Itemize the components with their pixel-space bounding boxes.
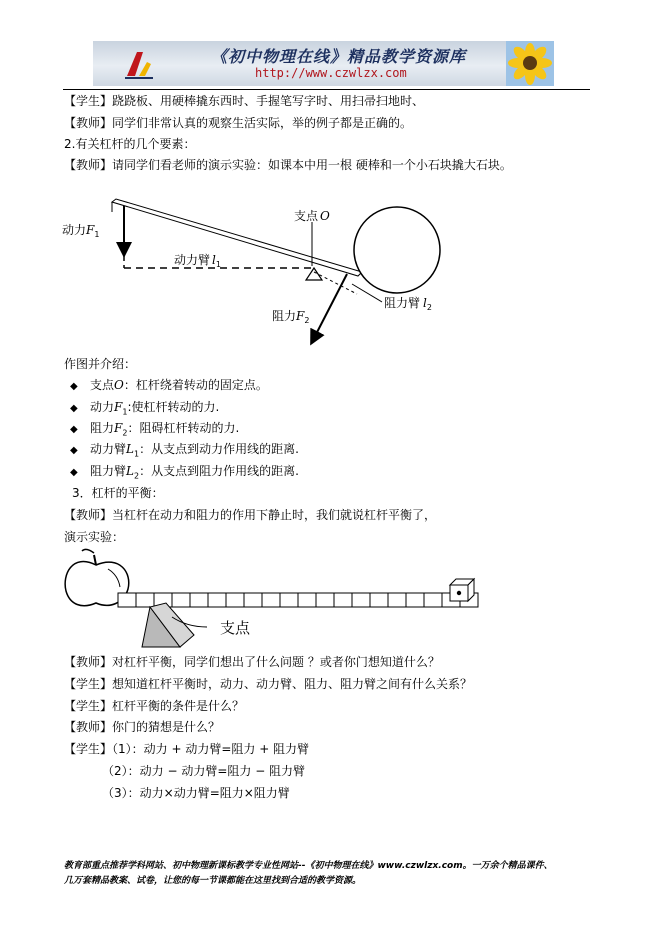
text-line: 【教师】对杠杆平衡，同学们想出了什么问题 ？或者你门想知道什么？ (64, 655, 440, 669)
bullet-item: ◆ 动力$F_1$:使杠杆转动的力. (70, 400, 220, 417)
sunflower-icon (506, 41, 554, 86)
bullet-item: ◆ 动力臂$L_1$：从支点到动力作用线的距离. (70, 442, 299, 459)
text-line: 【教师】当杠杆在动力和阻力的作用下静止时，我们就说杠杆平衡了， (64, 508, 437, 522)
text-line: 【学生】跷跷板、用硬棒撬东西时、手握笔写字时、用扫帚扫地时、 (64, 94, 425, 108)
big-stone (354, 207, 440, 293)
text-line: 演示实验： (64, 530, 125, 544)
text-line: 【教师】同学们非常认真的观察生活实际，举的例子都是正确的。 (64, 116, 413, 130)
footer-line: 教育部重点推荐学科网站、初中物理新课标教学专业性网站--《初中物理在线》www.czwlzx.com。一万余个精品课件、 (64, 861, 553, 871)
diamond-bullet-icon: ◆ (70, 403, 78, 414)
text-line: （3）：动力×动力臂=阻力×阻力臂 (102, 786, 290, 800)
site-logo-icon (121, 46, 157, 82)
page-footer (64, 859, 604, 889)
fulcrum-label: 支点 (220, 619, 251, 637)
f2-arrow (312, 274, 347, 342)
f2-label: 阻力$F_2$ (272, 309, 310, 325)
header-banner (93, 41, 554, 86)
text-line: 作图并介绍： (64, 357, 137, 371)
l2-label: 阻力臂 $l_2$ (384, 296, 432, 312)
footer-line: 几万套精品教案、试卷，让您的每一节课都能在这里找到合适的教学资源。 (64, 876, 362, 886)
diamond-bullet-icon: ◆ (70, 381, 78, 392)
text-line: 【教师】请同学们看老师的演示实验：如课本中用一根 硬棒和一个小石块撬大石块。 (64, 158, 512, 172)
header-rule (63, 89, 590, 90)
text-line: 【学生】杠杆平衡的条件是什么？ (64, 699, 245, 713)
bullet-item: ◆ 支点O：杠杆绕着转动的固定点。 (70, 378, 268, 392)
lever-diagram (62, 194, 482, 354)
balance-diagram (62, 545, 482, 650)
banner-url[interactable]: http://www.czwlzx.com (255, 66, 407, 80)
diamond-bullet-icon: ◆ (70, 467, 78, 478)
l1-label: 动力臂 $l_1$ (174, 253, 221, 269)
banner-title: 《初中物理在线》精品教学资源库 (211, 47, 467, 66)
text-line: 【教师】你门的猜想是什么？ (64, 720, 221, 734)
diamond-bullet-icon: ◆ (70, 424, 78, 435)
bullet-item: ◆ 阻力$F_2$：阻碍杠杆转动的力. (70, 421, 240, 438)
text-line: 【学生】想知道杠杆平衡时，动力、动力臂、阻力、阻力臂之间有什么关系？ (64, 677, 473, 691)
section-heading: 3．杠杆的平衡： (72, 486, 164, 500)
l2-arm (314, 272, 357, 294)
section-heading: 2.有关杠杆的几个要素： (64, 137, 196, 151)
fulcrum-triangle (306, 268, 322, 280)
text-line: （2）：动力 − 动力臂=阻力 − 阻力臂 (102, 764, 306, 778)
bullet-item: ◆ 阻力臂$L_2$：从支点到阻力作用线的距离. (70, 464, 299, 481)
diamond-bullet-icon: ◆ (70, 445, 78, 456)
f1-label: 动力$F_1$ (62, 223, 100, 239)
text-line: 【学生】（1）：动力 + 动力臂=阻力 + 阻力臂 (64, 742, 310, 756)
fulcrum-label: 支点 O (294, 209, 330, 223)
